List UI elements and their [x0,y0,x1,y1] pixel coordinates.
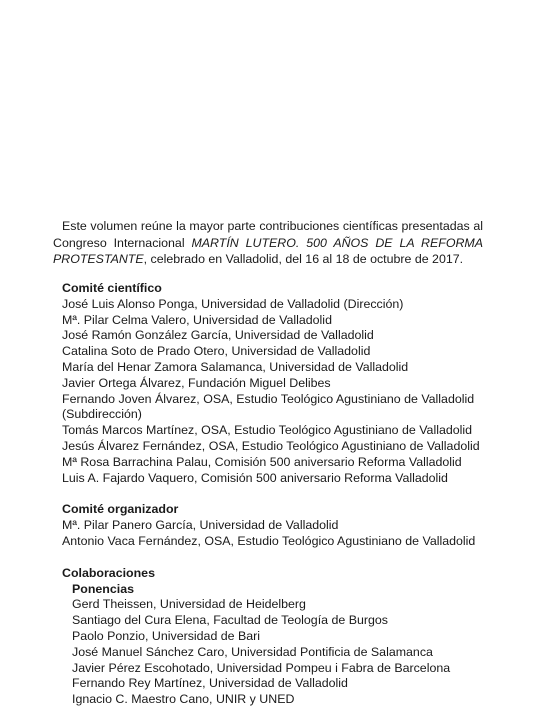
committees [62,281,492,724]
committee-member: Luis A. Fajardo Vaquero, Comisión 500 aniversario Reforma Valladolid [62,470,448,485]
speaker: Javier Pérez Escohotado, Universidad Pompeu i Fabra de Barcelona [72,660,451,675]
committee-member: Tomás Marcos Martínez, OSA, Estudio Teológico Agustiniano de Valladolid [62,423,473,438]
committee-member: José Luis Alonso Ponga, Universidad de Valladolid (Dirección) [62,296,404,311]
committee-member: Mª Rosa Barrachina Palau, Comisión 500 aniversario Reforma Valladolid [62,454,462,469]
committee-member: Fernando Joven Álvarez, OSA, Estudio Teológico Agustiniano de Valladolid (Subdirección) [62,391,475,422]
collaborations-title: Colaboraciones [62,565,155,580]
ponencias-list [62,582,492,708]
committee-member: Mª. Pilar Celma Valero, Universidad de Valladolid [62,312,332,327]
committee-member: María del Henar Zamora Salamanca, Universidad de Valladolid [62,359,409,374]
committee-member: Jesús Álvarez Fernández, OSA, Estudio Teológico Agustiniano de Valladolid [62,438,480,453]
committee-member: Mª. Pilar Panero García, Universidad de Valladolid [62,518,339,533]
speaker: Ignacio C. Maestro Cano, UNIR y UNED [72,692,295,707]
speaker: Santiago del Cura Elena, Facultad de Teología de Burgos [72,613,388,628]
intro-text-end: , celebrado en Valladolid, del 16 al 18 de octubre de 2017. [143,252,464,266]
intro-text-start: Este volumen reúne la mayor parte contribuciones científicas presentadas al Congreso Internacional [53,219,483,250]
collaborations [62,566,492,708]
congress-title: MARTÍN LUTERO. 500 AÑOS DE LA REFORMA PROTESTANTE [53,235,483,266]
speaker: Fernando Rey Martínez, Universidad de Valladolid [72,676,348,691]
speaker: Gerd Theissen, Universidad de Heidelberg [72,597,306,612]
speaker: José Manuel Sánchez Caro, Universidad Pontificia de Salamanca [72,644,433,659]
organizing-committee-title: Comité organizador [62,502,179,517]
speaker: Paolo Ponzio, Universidad de Bari [72,628,261,643]
scientific-committee [62,281,492,486]
committee-member: Antonio Vaca Fernández, OSA, Estudio Teológico Agustiniano de Valladolid [62,533,476,548]
committee-member: Catalina Soto de Prado Otero, Universidad de Valladolid [62,344,371,359]
scientific-committee-title: Comité científico [62,281,162,295]
intro-paragraph [53,218,483,268]
committee-member: José Ramón González García, Universidad de Valladolid [62,328,374,343]
committee-member: Javier Ortega Álvarez, Fundación Miguel Delibes [62,375,331,390]
organizing-committee [62,502,492,549]
ponencias-title: Ponencias [72,581,134,596]
